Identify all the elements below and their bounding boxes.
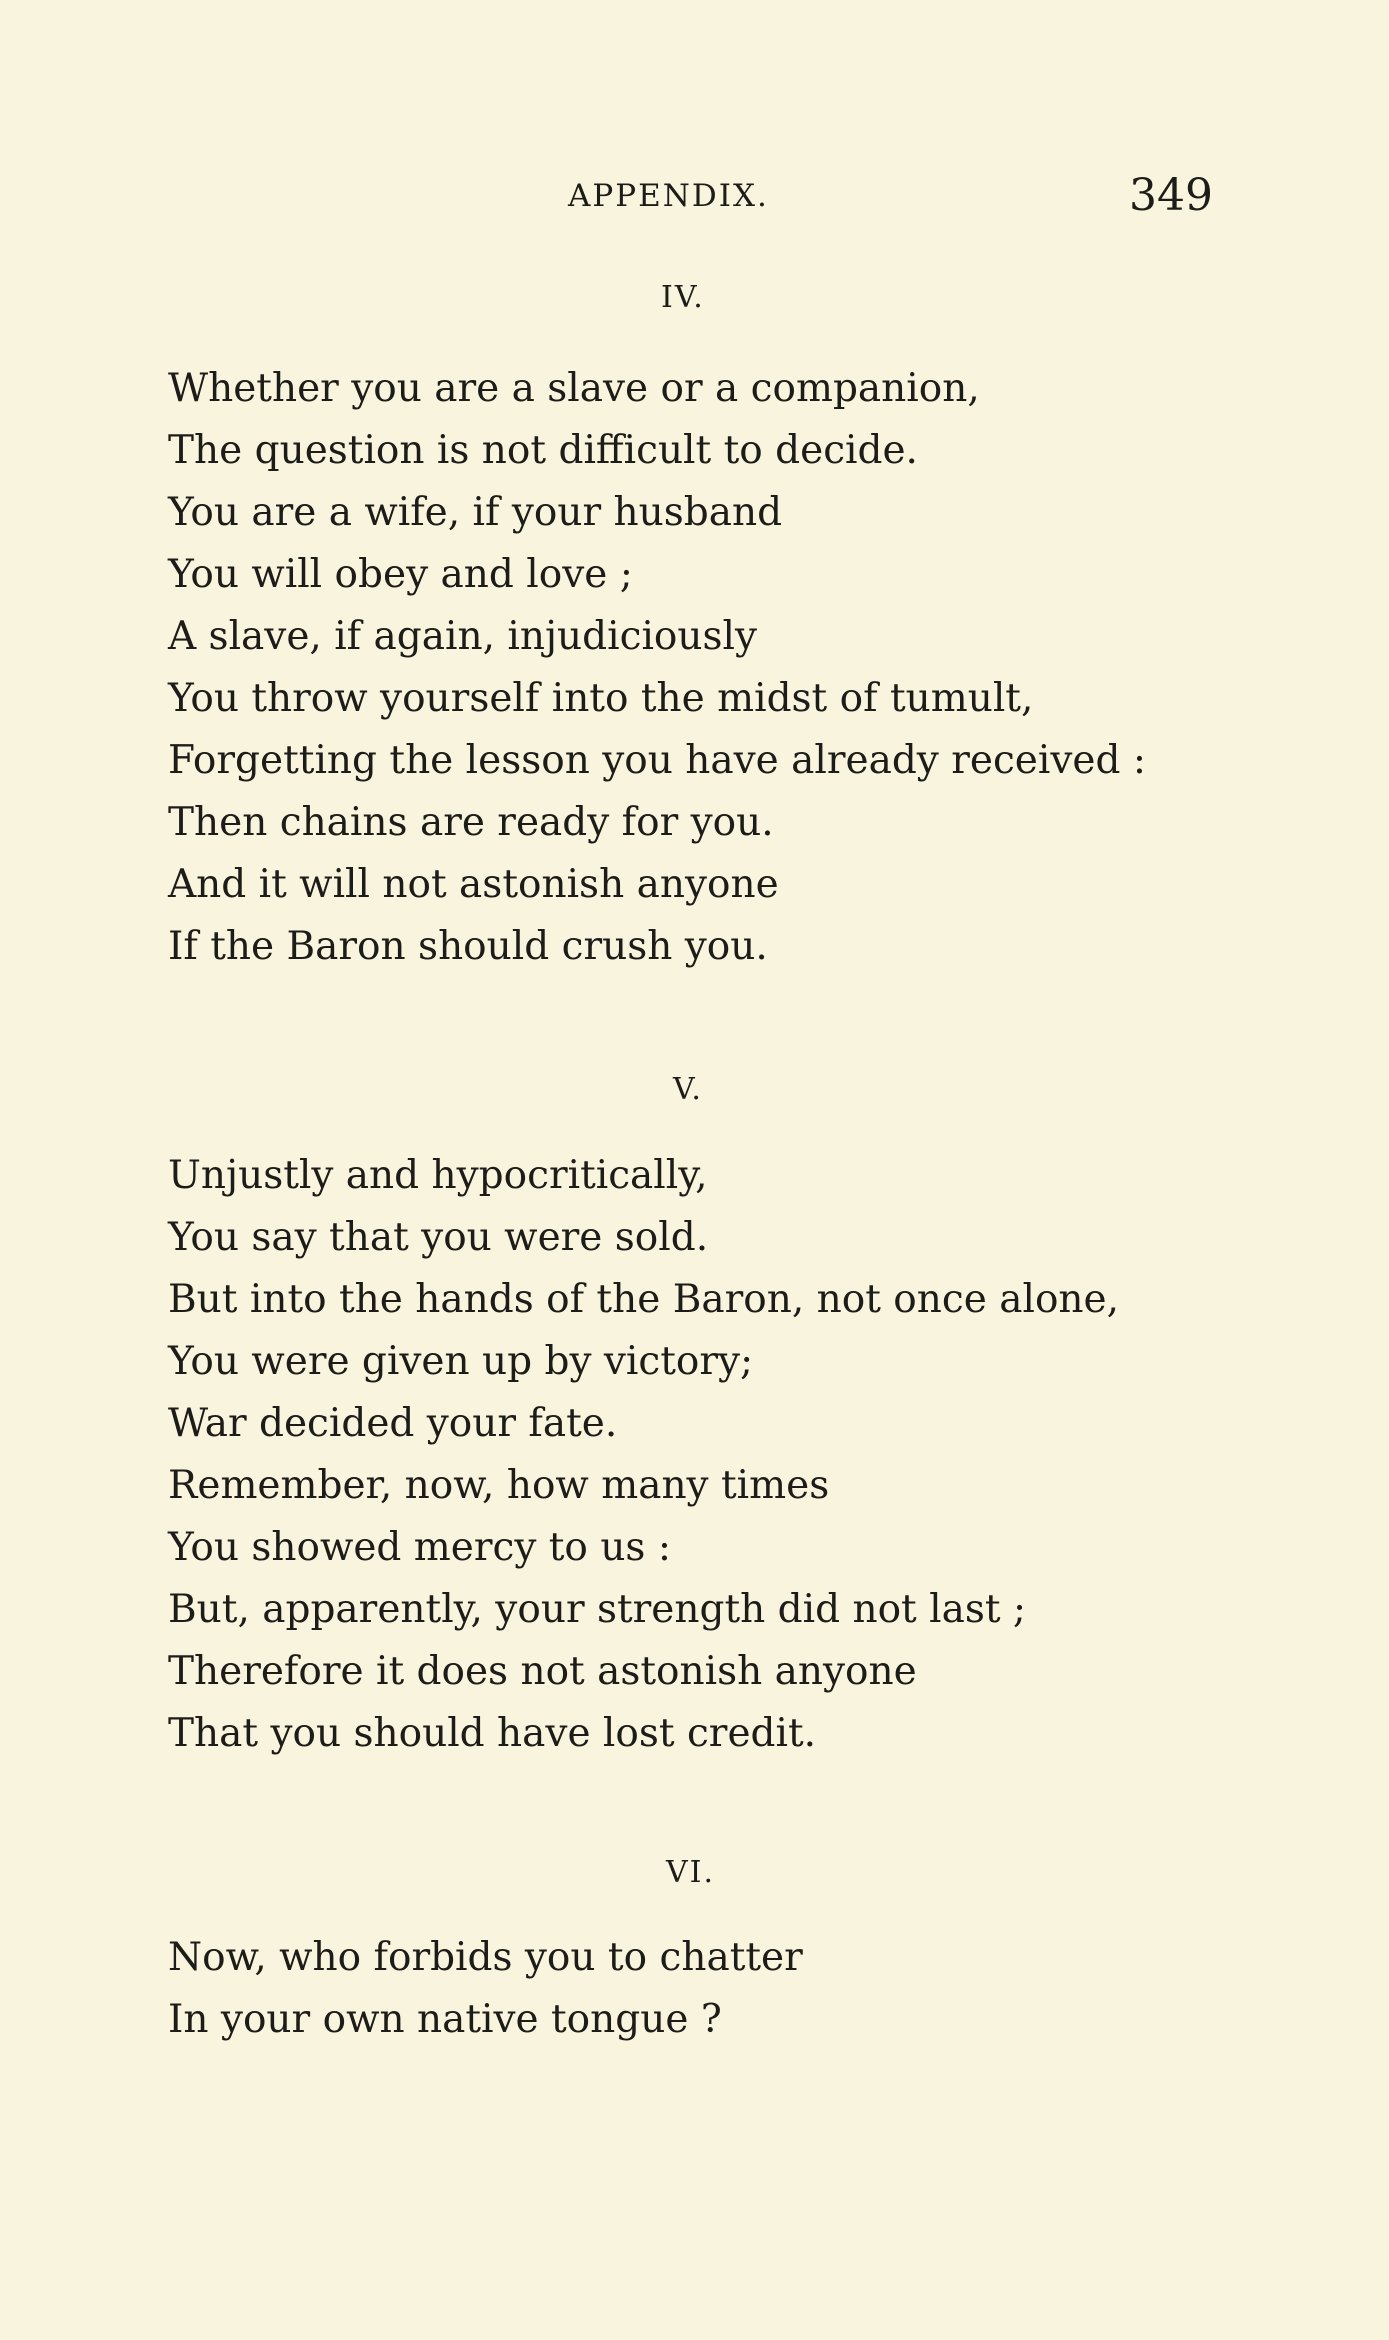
running-title: APPENDIX. — [568, 178, 769, 214]
verse-line: The question is not difficult to decide. — [168, 428, 918, 473]
stanza-vi — [168, 1927, 1228, 2051]
verse-line: But, apparently, your strength did not last ; — [168, 1587, 1027, 1632]
verse-line: Then chains are ready for you. — [168, 800, 774, 845]
verse-line: You say that you were sold. — [168, 1215, 709, 1260]
stanza-number: V. — [673, 1072, 703, 1107]
stanza-number: VI. — [666, 1855, 716, 1890]
page-header — [168, 170, 1213, 230]
verse-line: But into the hands of the Baron, not once alone, — [168, 1277, 1120, 1322]
verse-line: Therefore it does not astonish anyone — [168, 1649, 917, 1694]
page-number: 349 — [1129, 170, 1213, 221]
verse-line: You will obey and love ; — [168, 552, 633, 597]
stanza-number: IV. — [661, 280, 705, 315]
verse-line: You are a wife, if your husband — [168, 490, 783, 535]
verse-line: A slave, if again, injudiciously — [168, 614, 758, 659]
stanza-v — [168, 1145, 1228, 1765]
verse-line: War decided your fate. — [168, 1401, 618, 1446]
verse-line: In your own native tongue ? — [168, 1997, 722, 2042]
verse-line: If the Baron should crush you. — [168, 924, 768, 969]
verse-line: You throw yourself into the midst of tumult, — [168, 676, 1034, 721]
verse-line: That you should have lost credit. — [168, 1711, 817, 1756]
verse-line: Unjustly and hypocritically, — [168, 1153, 708, 1198]
verse-line: You showed mercy to us : — [168, 1525, 671, 1570]
verse-line: Whether you are a slave or a companion, — [168, 366, 980, 411]
verse-line: Forgetting the lesson you have already received : — [168, 738, 1146, 783]
verse-line: You were given up by victory; — [168, 1339, 754, 1384]
verse-line: And it will not astonish anyone — [168, 862, 779, 907]
verse-line: Now, who forbids you to chatter — [168, 1935, 803, 1980]
verse-line: Remember, now, how many times — [168, 1463, 830, 1508]
stanza-iv — [168, 358, 1228, 978]
